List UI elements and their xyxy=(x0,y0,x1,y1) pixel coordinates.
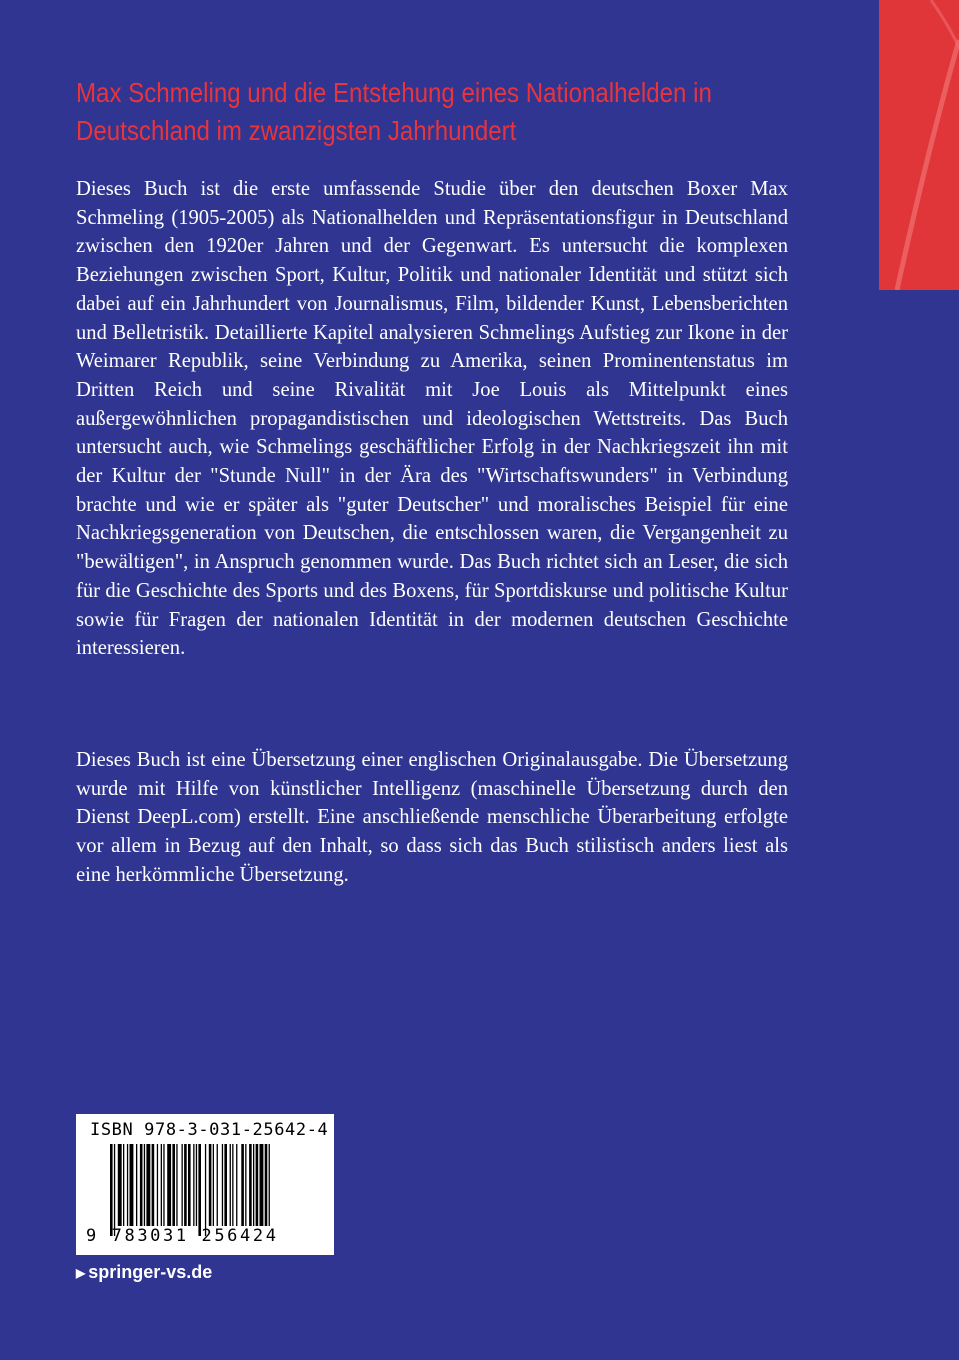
barcode-bar xyxy=(198,1144,201,1236)
barcode-bar xyxy=(114,1144,115,1236)
barcode-bar xyxy=(209,1144,212,1226)
translation-note: Dieses Buch ist eine Übersetzung einer englischen Originalausgabe. Die Übersetzung wurde mit Hilfe von künstlicher Intelligenz (maschinelle Übersetzung durch den Dienst DeepL.com) erstellt. Eine anschließende menschliche Überarbeitung erfolgte vor allem in Bezug auf den Inhalt, so dass sich das Buch stilistisch anders liest als eine herkömmliche Übersetzung. xyxy=(76,749,788,886)
barcode-bar xyxy=(265,1144,268,1226)
accent-curve-graphic xyxy=(879,0,959,290)
barcode-bar xyxy=(236,1144,237,1226)
publisher-url: springer-vs.de xyxy=(88,1262,213,1282)
barcode-bar xyxy=(118,1144,122,1226)
barcode-bar xyxy=(172,1144,175,1226)
barcode-bar xyxy=(188,1144,191,1226)
barcode-bar xyxy=(140,1144,143,1226)
barcode-bar xyxy=(217,1144,218,1226)
barcode-bar xyxy=(253,1144,254,1226)
barcode-bar xyxy=(167,1144,171,1226)
barcode-bar xyxy=(163,1144,164,1226)
isbn-label: ISBN 978-3-031-25642-4 xyxy=(90,1120,329,1140)
barcode-bar xyxy=(193,1144,194,1226)
barcode-bar xyxy=(157,1144,158,1226)
barcode-bar xyxy=(260,1144,264,1226)
publisher-link[interactable] xyxy=(76,1262,212,1283)
barcode-bar xyxy=(144,1144,145,1226)
barcode-bar xyxy=(269,1144,270,1226)
barcode-digits: 9 783031 256424 xyxy=(86,1226,279,1246)
barcode-bar xyxy=(222,1144,223,1226)
barcode-bar xyxy=(123,1144,124,1226)
isbn-barcode xyxy=(76,1114,334,1255)
barcode-bar xyxy=(230,1144,231,1226)
barcode-bar xyxy=(127,1144,128,1226)
barcode-bar xyxy=(213,1144,214,1226)
barcode-bar xyxy=(152,1144,155,1226)
barcode-bar xyxy=(110,1144,113,1236)
barcode-bar xyxy=(241,1144,244,1226)
barcode-bar xyxy=(182,1144,183,1226)
arrow-icon: ▶ xyxy=(76,1265,86,1280)
barcode-bar xyxy=(196,1144,197,1226)
barcode-bar xyxy=(224,1144,227,1226)
barcode-bar xyxy=(130,1144,134,1226)
barcode-bar xyxy=(146,1144,150,1226)
barcode-bar xyxy=(161,1144,162,1226)
cover-accent-stripe xyxy=(879,0,959,290)
barcode-bar xyxy=(136,1144,137,1226)
book-title: Max Schmeling und die Entstehung eines Nationalhelden in Deutschland im zwanzigsten Jahrhundert xyxy=(76,77,712,146)
barcode-bar xyxy=(184,1144,187,1226)
barcode-bar xyxy=(249,1144,252,1226)
barcode-bar xyxy=(176,1144,177,1226)
barcode-bar xyxy=(205,1144,206,1236)
book-description: Dieses Buch ist die erste umfassende Studie über den deutschen Boxer Max Schmeling (1905-2005) als Nationalhelden und Repräsentationsfigur in Deutschland zwischen den 1920er Jahren und der Gegenwart. Es untersucht die komplexen Beziehungen zwischen Sport, Kultur, Politik und nationaler Identität und stützt sich dabei auf ein Jahrhundert von Journalismus, Film, bildender Kunst, Lebensberichten und Belletristik. Detaillierte Kapitel analysieren Schmelings Aufstieg zur Ikone in der Weimarer Republik, seine Verbindung zu Amerika, seinen Prominentenstatus im Dritten Reich und seine Rivalität mit Joe Louis als Mittelpunkt eines außergewöhnlichen propagandistischen und ideologischen Wettstreits. Das Buch untersucht auch, wie Schmelings geschäftlicher Erfolg in der Nachkriegszeit ihn mit der Kultur der "Stunde Null" in der Ära des "Wirtschaftswunders" in Verbindung brachte und wie er später als "guter Deutscher" und moralisches Beispiel für eine Nachkriegsgeneration von Deutschen, die entschlossen waren, die Vergangenheit zu "bewältigen", in Anspruch genommen wurde. Das Buch richtet sich an Leser, die sich für die Geschichte des Sports und des Boxens, für Sportdiskurse und politische Kultur sowie für Fragen der nationalen Identität in der modernen deutschen Geschichte interessieren. xyxy=(76,178,788,660)
barcode-bar xyxy=(232,1144,233,1226)
barcode-bar xyxy=(256,1144,259,1226)
barcode-bar xyxy=(245,1144,246,1226)
